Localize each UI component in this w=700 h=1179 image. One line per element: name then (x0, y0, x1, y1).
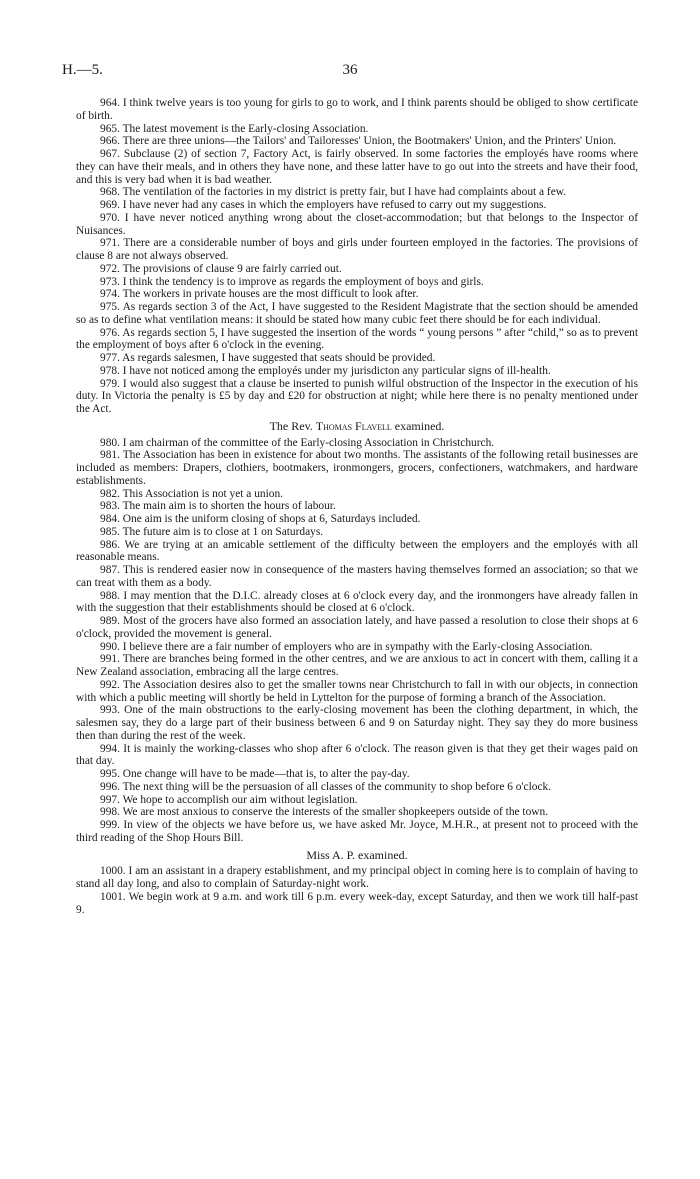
witness-title: The Rev. (269, 418, 313, 433)
numbered-paragraph: 972. The provisions of clause 9 are fairly carried out. (100, 262, 342, 275)
numbered-paragraph: 993. One of the main obstructions to the early-closing movement has been the clothing department, in which, the salesmen say, they do a large part of their business between 6 and 9 on Saturday night. They say they do more business then than during the rest of the week. (76, 704, 638, 742)
numbered-paragraph: 987. This is rendered easier now in consequence of the masters having themselves formed an association; so that we can treat with them as a body. (76, 564, 638, 589)
page-body (76, 97, 638, 916)
numbered-paragraph: 990. I believe there are a fair number of employers who are in sympathy with the Early-closing Association. (100, 640, 593, 653)
numbered-paragraph: 985. The future aim is to close at 1 on Saturdays. (100, 525, 324, 538)
numbered-paragraph: 974. The workers in private houses are the most difficult to look after. (100, 288, 419, 301)
page-header (62, 62, 638, 82)
numbered-paragraph: 978. I have not noticed among the employés under my jurisdicton any particular signs of ill-health. (100, 364, 551, 377)
numbered-paragraph: 965. The latest movement is the Early-closing Association. (100, 122, 369, 135)
numbered-paragraph: 975. As regards section 3 of the Act, I have suggested to the Resident Magistrate that the section should be amended so as to define what ventilation means: it should be stated how many cubic feet there should be for each individual. (76, 301, 638, 326)
witness-heading-flavell (76, 420, 638, 433)
numbered-paragraph: 989. Most of the grocers have also formed an association lately, and have passed a resolution to close their shops at 6 o'clock, provided the movement is general. (76, 615, 638, 640)
numbered-paragraph: 981. The Association has been in existence for about two months. The assistants of the following retail businesses are included as members: Drapers, clothiers, bootmakers, ironmongers, grocers, confectioners, watchmakers, and hardware establishments. (76, 449, 638, 487)
numbered-paragraph: 973. I think the tendency is to improve as regards the employment of boys and girls. (100, 275, 484, 288)
numbered-paragraph: 992. The Association desires also to get the smaller towns near Christchurch to fall in with our objects, in connection with which a public meeting will shortly be held in Lyttelton for the purpose of forming a branch of the Association. (76, 678, 638, 704)
numbered-paragraph: 995. One change will have to be made—that is, to alter the pay-day. (100, 768, 410, 780)
page-number: 36 (342, 62, 358, 78)
testimony-section-flavell (76, 437, 638, 845)
numbered-paragraph: 999. In view of the objects we have before us, we have asked Mr. Joyce, M.H.R., at present not to proceed with the third reading of the Shop Hours Bill. (76, 819, 638, 844)
witness-examined: examined. (358, 847, 408, 862)
numbered-paragraph: 986. We are trying at an amicable settlement of the difficulty between the employers and the employés with all reasonable means. (76, 538, 638, 564)
numbered-paragraph: 982. This Association is not yet a union. (100, 487, 283, 500)
witness-title: Miss (306, 847, 330, 862)
numbered-paragraph: 996. The next thing will be the persuasion of all classes of the community to shop before 6 o'clock. (100, 780, 552, 793)
numbered-paragraph: 968. The ventilation of the factories in my district is pretty fair, but I have had complaints about a few. (100, 186, 567, 199)
witness-name: Thomas Flavell (315, 418, 392, 433)
witness-heading-miss-ap (76, 849, 638, 862)
numbered-paragraph: 983. The main aim is to shorten the hours of labour. (100, 500, 336, 513)
numbered-paragraph: 980. I am chairman of the committee of the Early-closing Association in Christchurch. (100, 436, 495, 449)
numbered-paragraph: 991. There are branches being formed in the other centres, and we are anxious to act in concert with them, calling it a New Zealand association, embracing all the large centres. (76, 653, 638, 678)
witness-name: A. P. (332, 847, 356, 862)
numbered-paragraph: 1000. I am an assistant in a drapery establishment, and my principal object in coming here is to complain of having to stand all day long, and also to complain of Saturday-night work. (76, 865, 638, 890)
numbered-paragraph: 977. As regards salesmen, I have suggested that seats should be provided. (100, 352, 436, 364)
numbered-paragraph: 984. One aim is the uniform closing of shops at 6, Saturdays included. (100, 513, 421, 525)
numbered-paragraph: 1001. We begin work at 9 a.m. and work till 6 p.m. every week-day, except Saturday, and then we work till half-past 9. (76, 890, 638, 916)
numbered-paragraph: 994. It is mainly the working-classes who shop after 6 o'clock. The reason given is that they get their wages paid on that day. (76, 742, 638, 768)
numbered-paragraph: 988. I may mention that the D.I.C. already closes at 6 o'clock every day, and the ironmongers have already fallen in with the suggestion that their establishments should be closed at 6 o'clock. (76, 589, 638, 615)
section-code: H.—5. (62, 62, 103, 78)
witness-examined: examined. (394, 418, 445, 433)
numbered-paragraph: 998. We are most anxious to conserve the interests of the smaller shopkeepers outside of the town. (100, 806, 549, 819)
numbered-paragraph: 967. Subclause (2) of section 7, Factory Act, is fairly observed. In some factories the employés have rooms where they can have their meals, and in others they have none, and these latter have to go out into the streets and have their food, and this is very bad when it is bad weather. (76, 148, 638, 186)
numbered-paragraph: 970. I have never noticed anything wrong about the closet-accommodation; but that belongs to the Inspector of Nuisances. (76, 211, 638, 237)
testimony-section-miss-ap (76, 865, 638, 916)
testimony-section-inspector (76, 97, 638, 416)
numbered-paragraph: 976. As regards section 5, I have suggested the insertion of the words “ young persons ” after “child,” so as to prevent the employment of boys after 6 o'clock in the evening. (76, 326, 638, 352)
numbered-paragraph: 997. We hope to accomplish our aim without legislation. (100, 793, 358, 806)
numbered-paragraph: 971. There are a considerable number of boys and girls under fourteen employed in the factories. The provisions of clause 8 are not always observed. (76, 237, 638, 262)
numbered-paragraph: 964. I think twelve years is too young for girls to go to work, and I think parents should be obliged to show certificate of birth. (76, 97, 638, 122)
numbered-paragraph: 966. There are three unions—the Tailors' and Tailoresses' Union, the Bootmakers' Union, and the Printers' Union. (100, 135, 617, 148)
numbered-paragraph: 969. I have never had any cases in which the employers have refused to carry out my suggestions. (100, 199, 547, 211)
numbered-paragraph: 979. I would also suggest that a clause be inserted to punish wilful obstruction of the Inspector in the execution of his duty. In Victoria the penalty is £5 by day and £20 for obstruction at night; while here there is no penalty mentioned under the Act. (76, 377, 638, 415)
